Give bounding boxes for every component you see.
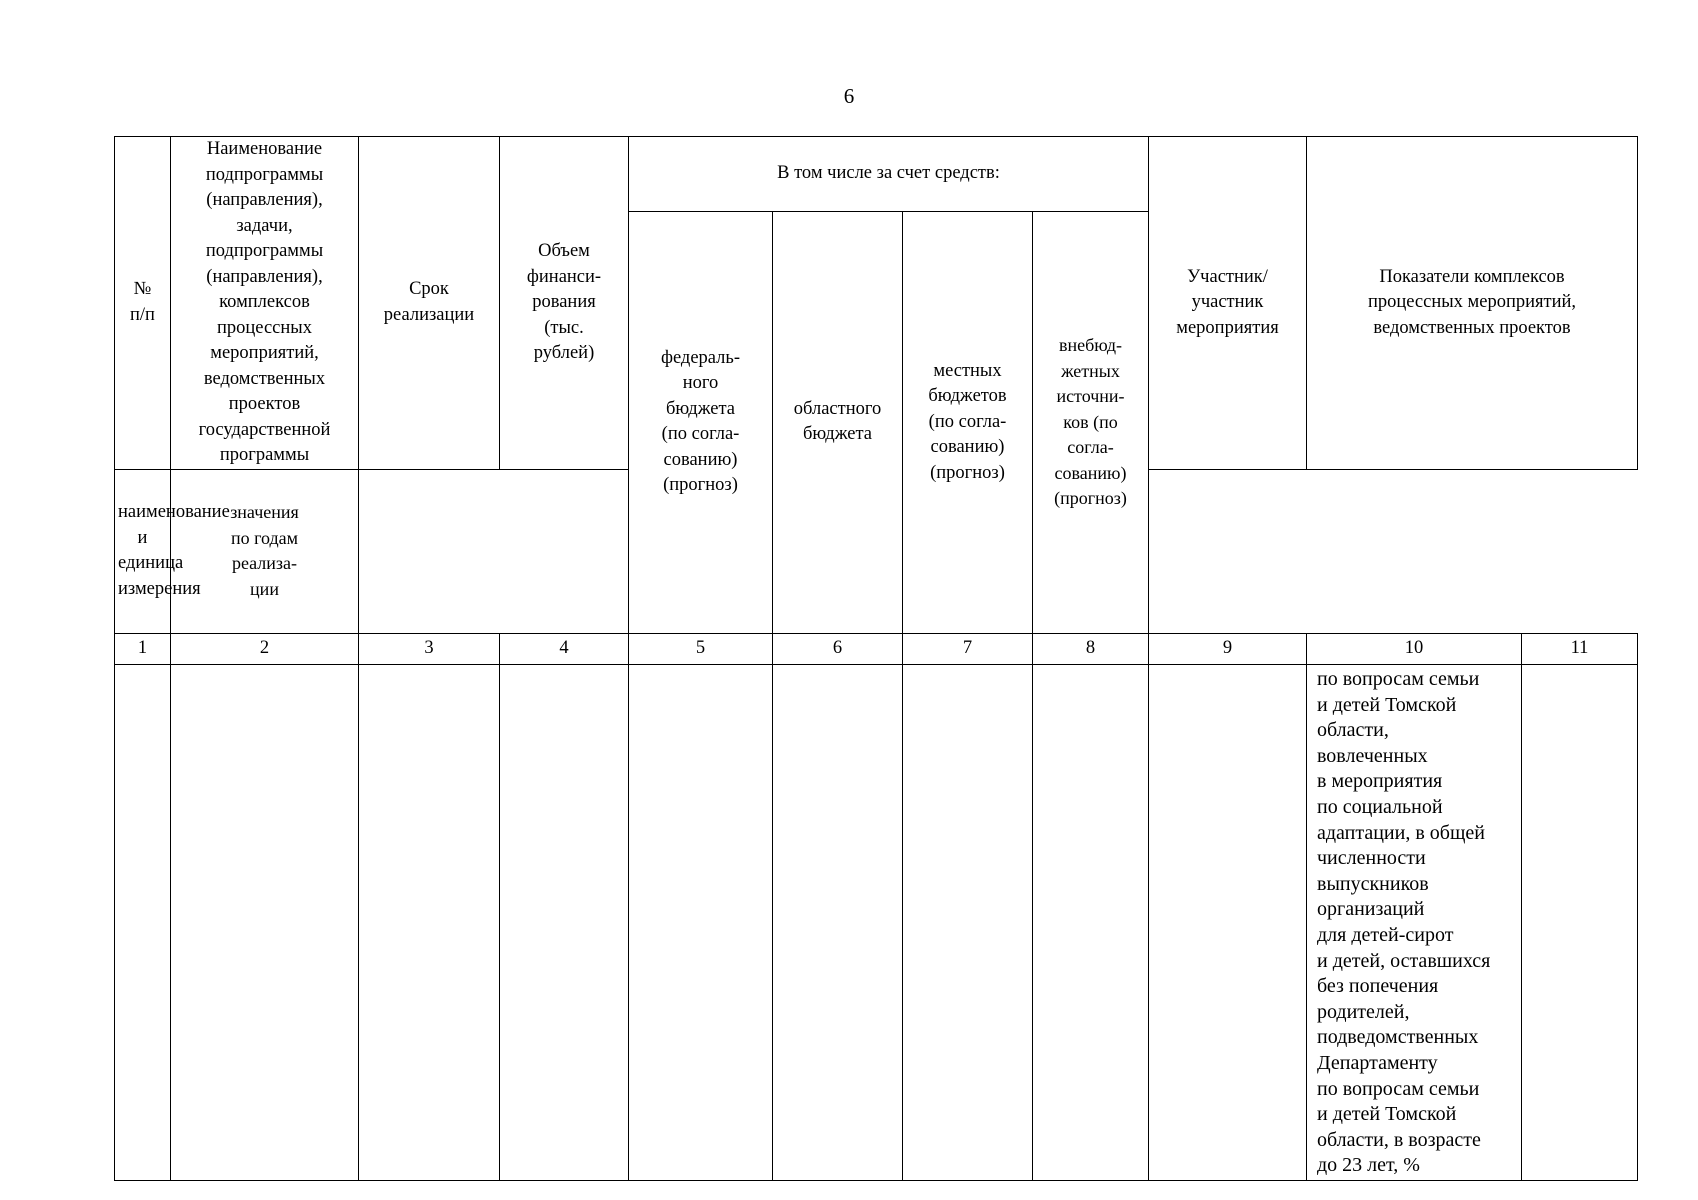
column-number: 2 (171, 633, 359, 664)
header-name: Наименование подпрограммы (направления), задачи, подпрограммы (направления), комплексов процессных мероприятий, ведомственных проектов государственной программы (171, 137, 359, 470)
header-volume: Объем финанси- рования (тыс. рублей) (500, 137, 629, 470)
header-participant: Участник/ участник мероприятия (1149, 137, 1307, 470)
column-number-row (115, 633, 1638, 664)
column-number: 9 (1149, 633, 1307, 664)
column-number: 11 (1522, 633, 1638, 664)
header-indicator-values: значения по годам реализа- ции (171, 469, 359, 633)
column-number: 8 (1033, 633, 1149, 664)
cell-term (359, 664, 500, 1180)
cell-federal (629, 664, 773, 1180)
cell-local (903, 664, 1033, 1180)
cell-name (171, 664, 359, 1180)
column-number: 4 (500, 633, 629, 664)
program-table (114, 136, 1638, 1181)
header-regional: областного бюджета (773, 212, 903, 634)
header-indicator-name: наименование и единица измерения (115, 469, 171, 633)
column-number: 6 (773, 633, 903, 664)
cell-number (115, 664, 171, 1180)
header-federal: федераль- ного бюджета (по согла- сованию) (прогноз) (629, 212, 773, 634)
header-row-1 (115, 137, 1638, 212)
table-row (115, 664, 1638, 1180)
cell-extrabudget (1033, 664, 1149, 1180)
header-indicators-group: Показатели комплексов процессных мероприятий, ведомственных проектов (1307, 137, 1638, 470)
column-number: 10 (1307, 633, 1522, 664)
header-funds-group: В том числе за счет средств: (629, 137, 1149, 212)
cell-regional (773, 664, 903, 1180)
cell-indicator-values (1522, 664, 1638, 1180)
cell-participant (1149, 664, 1307, 1180)
column-number: 5 (629, 633, 773, 664)
cell-indicator-name: по вопросам семьи и детей Томской области, вовлеченных в мероприятия по социальной адаптации, в общей численности выпускников организаций для детей-сирот и детей, оставшихся без попечения родителей, подведомственных Департаменту по вопросам семьи и детей Томской области, в возрасте до 23 лет, % (1307, 664, 1522, 1180)
header-term: Срок реализации (359, 137, 500, 470)
column-number: 7 (903, 633, 1033, 664)
page-number: 6 (843, 84, 855, 108)
column-number: 1 (115, 633, 171, 664)
header-local: местных бюджетов (по согла- сованию) (прогноз) (903, 212, 1033, 634)
cell-volume (500, 664, 629, 1180)
column-number: 3 (359, 633, 500, 664)
header-number: № п/п (115, 137, 171, 470)
header-extrabudget: внебюд- жетных источни- ков (по согла- сованию) (прогноз) (1033, 212, 1149, 634)
